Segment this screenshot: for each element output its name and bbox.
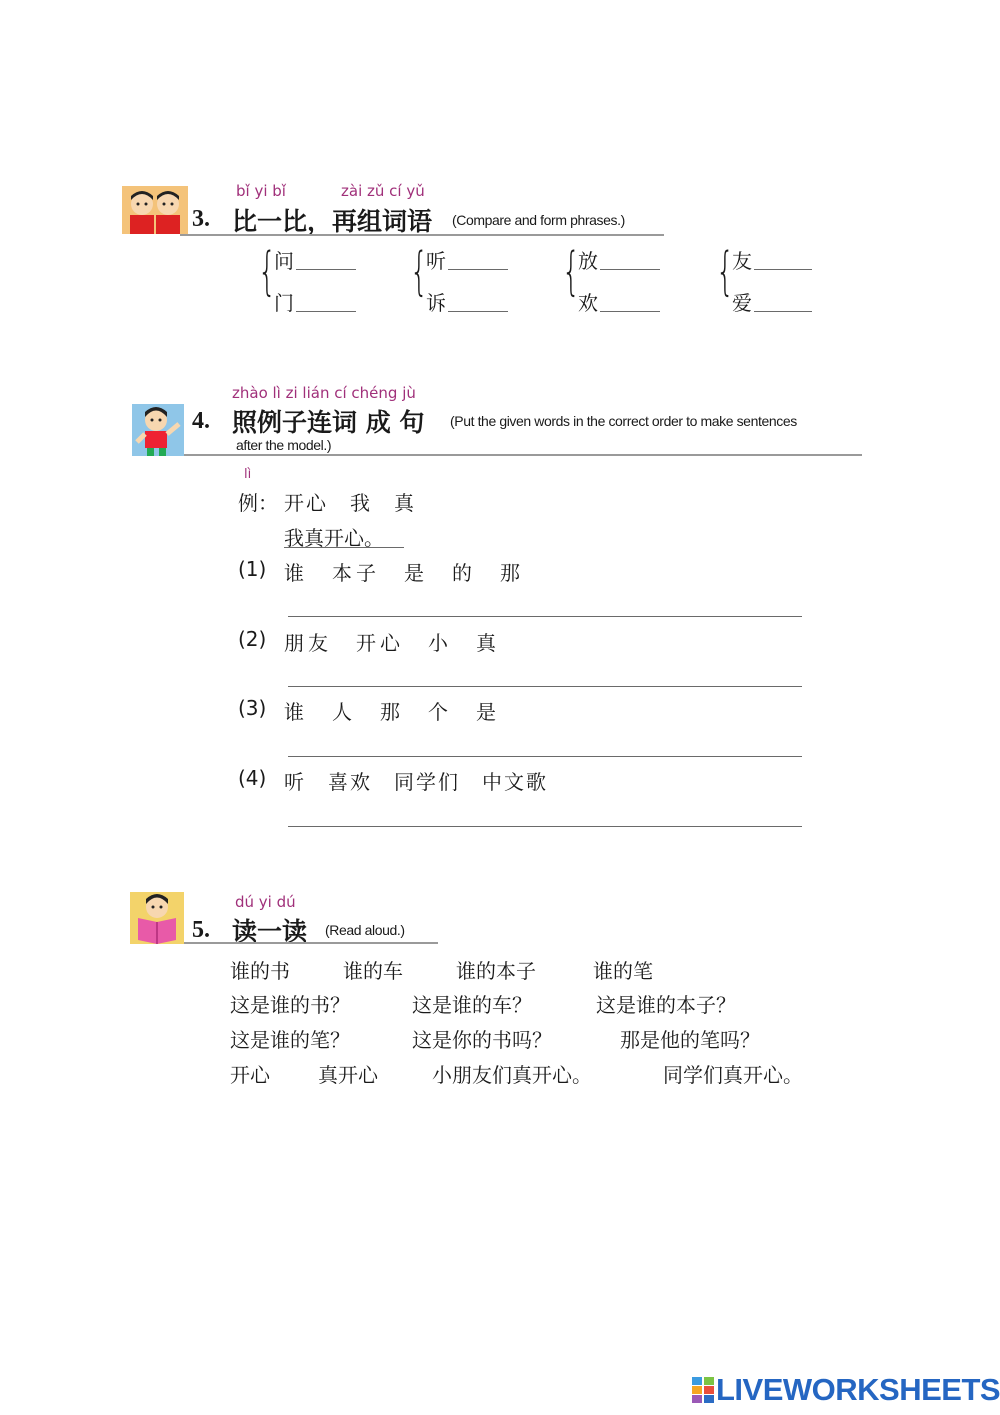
reading-phrase: 这是谁的本子？ — [596, 993, 736, 1017]
pair-bottom-char: 欢 — [578, 291, 598, 315]
section4-instruction-line1: (Put the given words in the correct order to make sentences — [450, 413, 797, 429]
section4-instruction-line2: after the model.) — [236, 437, 332, 453]
pair-top-char: 听 — [426, 249, 446, 273]
pair-bottom-blank[interactable] — [754, 311, 812, 312]
item-label: (4) — [238, 766, 267, 790]
section4-divider — [184, 454, 862, 456]
example-pinyin: lì — [244, 467, 252, 482]
section5-divider — [184, 942, 438, 944]
pair-top-char: 放 — [578, 249, 598, 273]
section5-number: 5. — [192, 917, 210, 943]
pair-bottom-blank[interactable] — [296, 311, 356, 312]
reading-kid-icon — [130, 892, 184, 944]
reading-phrase: 这是谁的书？ — [230, 993, 350, 1017]
answer-line[interactable] — [288, 616, 802, 617]
reading-phrase: 那是他的笔吗？ — [620, 1028, 760, 1052]
example-words: 开心 我 真 — [284, 491, 416, 515]
pair-top-blank[interactable] — [754, 269, 812, 270]
reading-phrase: 真开心 — [318, 1063, 378, 1087]
item-words: 听 喜欢 同学们 中文歌 — [284, 770, 548, 794]
reading-phrase: 谁的书 — [230, 959, 290, 983]
section3-number: 3. — [192, 206, 210, 232]
reading-phrase: 这是谁的车？ — [412, 993, 532, 1017]
reading-phrase: 谁的车 — [343, 959, 403, 983]
example-answer: 我真开心。 — [284, 526, 384, 550]
section3-divider — [180, 234, 664, 236]
answer-line[interactable] — [288, 826, 802, 827]
section4-number: 4. — [192, 408, 210, 434]
reading-phrase: 谁的本子 — [456, 959, 536, 983]
section4-pinyin: zhào lì zi lián cí chéng jù — [232, 384, 416, 402]
brace: { — [562, 242, 581, 302]
section5-pinyin: dú yi dú — [235, 893, 296, 911]
section3-pinyin-b: zài zǔ cí yǔ — [341, 182, 425, 200]
reading-phrase: 开心 — [230, 1063, 270, 1087]
pair-bottom-char: 门 — [274, 291, 294, 315]
answer-line[interactable] — [288, 756, 802, 757]
section3-instruction: (Compare and form phrases.) — [452, 212, 625, 228]
brace: { — [716, 242, 735, 302]
pair-top-blank[interactable] — [448, 269, 508, 270]
brace: { — [258, 242, 277, 302]
reading-phrase: 小朋友们真开心。 — [432, 1063, 592, 1087]
item-label: (2) — [238, 627, 267, 651]
pair-bottom-blank[interactable] — [600, 311, 660, 312]
reading-phrase: 谁的笔 — [593, 959, 653, 983]
example-answer-underline — [284, 547, 404, 548]
answer-line[interactable] — [288, 686, 802, 687]
section5-instruction: (Read aloud.) — [325, 922, 405, 938]
liveworksheets-logo-icon — [692, 1377, 714, 1403]
section3-pinyin-a: bǐ yi bǐ — [236, 182, 286, 200]
pair-bottom-char: 爱 — [732, 291, 752, 315]
brace: { — [410, 242, 429, 302]
item-words: 朋友 开心 小 真 — [284, 631, 500, 655]
pair-top-char: 友 — [732, 249, 752, 273]
pair-bottom-blank[interactable] — [448, 311, 508, 312]
section4-title: 照例子连词 成 句 — [232, 408, 425, 437]
pair-top-char: 问 — [274, 249, 294, 273]
item-label: (3) — [238, 696, 267, 720]
section3-title: 比一比，再组词语 — [232, 207, 433, 236]
liveworksheets-brand[interactable]: LIVEWORKSHEETS — [716, 1372, 1000, 1407]
pair-top-blank[interactable] — [296, 269, 356, 270]
pair-top-blank[interactable] — [600, 269, 660, 270]
pair-bottom-char: 诉 — [426, 291, 446, 315]
item-label: (1) — [238, 557, 267, 581]
reading-phrase: 同学们真开心。 — [663, 1063, 803, 1087]
reading-phrase: 这是你的书吗？ — [412, 1028, 552, 1052]
item-words: 谁 本子 是 的 那 — [284, 561, 524, 585]
item-words: 谁 人 那 个 是 — [284, 700, 500, 724]
waving-kid-icon — [132, 404, 184, 456]
example-label: 例： — [238, 491, 278, 515]
section5-title: 读一读 — [232, 917, 308, 946]
two-kids-icon — [122, 186, 188, 234]
reading-phrase: 这是谁的笔？ — [230, 1028, 350, 1052]
